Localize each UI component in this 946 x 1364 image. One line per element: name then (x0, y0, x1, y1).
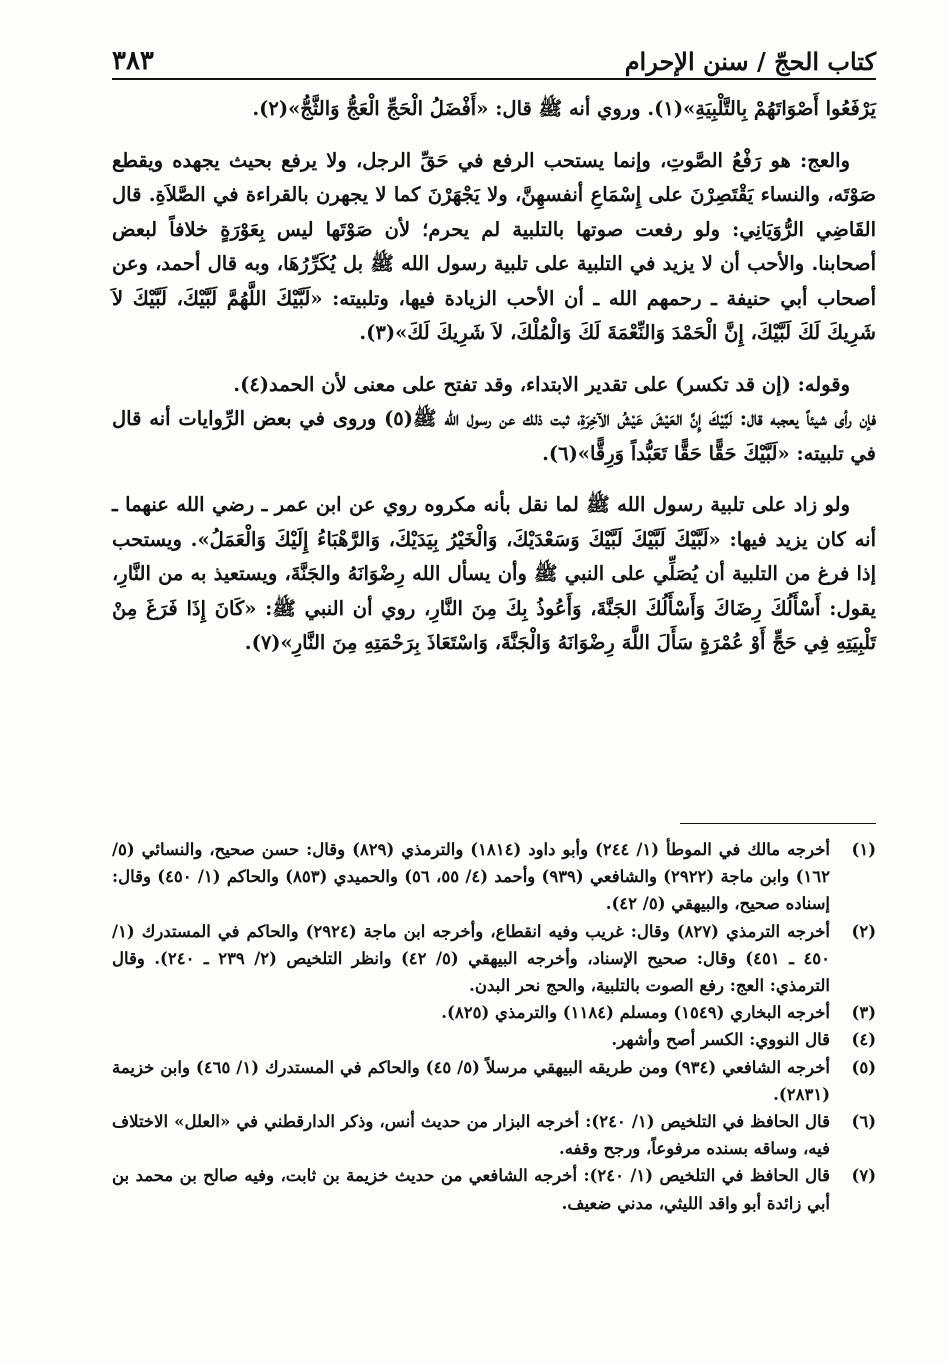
paragraph-1: يَرْفَعُوا أَصْوَاتَهُمْ بِالتَّلْبِيَةِ»(١). وروي أنه ﷺ قال: «أَفْضَلُ الْحَجِّ الْعَجُّ وَالثَّجُّ»(٢). (252, 97, 876, 120)
footnotes (112, 836, 876, 1217)
footnote-5 (112, 1054, 876, 1108)
footnote-6 (112, 1108, 876, 1162)
footnote-number: (٢) (851, 921, 876, 941)
paragraph-3: وقوله: (إن قد تكسر) على تقدير الابتداء، وقد تفتح على معنى لأن الحمد(٤). (233, 372, 850, 396)
footnote-text: قال النووي: الكسر أصح وأشهر. (611, 1030, 830, 1050)
paragraph-2: والعج: هو رَفْعُ الصَّوتِ، وإنما يستحب الرفع في حَقِّ الرجل، ولا يرفع بحيث يجهده ويقطع صَوْتَه، والنساء يَقْتَصِرْنَ على إِسْمَاعِ أنفسهِنَّ، ولا يَجْهَرْنَ كما لا يجهرن بالقراءة في الصَّلاَةِ. قال القَاضِي الرُّوَيَانِي: ولو رفعت صوتها بالتلبية لم يحرم؛ لأن صَوْتَها ليس بِعَوْرَةٍ خلافاً لبعض أصحابنا. والأحب أن لا يزيد في التلبية على تلبية رسول الله ﷺ بل يُكَرِّرُهَا، وبه قال أحمد، وعن أصحاب أبي حنيفة ـ رحمهم الله ـ أن الأحب الزيادة فيها، وتلبيته: «لَبَّيْكَ اللَّهُمَّ لَبَّيْكَ، لَبَّيْكَ لاَ شَرِيكَ لَكَ لَبَّيْكَ، إِنَّ الْحَمْدَ وَالنِّعْمَةَ لَكَ وَالْمُلْكَ، لاَ شَرِيكَ لَكَ»(٣). (112, 148, 876, 344)
footnote-number: (٧) (851, 1166, 876, 1186)
footnote-text: قال الحافظ في التلخيص (١/ ٢٤٠): أخرجه الشافعي من حديث خزيمة بن ثابت، وفيه صالح بن محمد بن أبي زائدة أبو واقد الليثي، مدني ضعيف. (112, 1166, 830, 1213)
footnote-4 (112, 1026, 876, 1053)
footnote-number: (٦) (851, 1112, 876, 1132)
footnote-number: (١) (851, 840, 876, 859)
footnote-2 (112, 918, 876, 1000)
running-title: كتاب الحجّ / سنن الإحرام (624, 47, 876, 76)
footnote-text: قال الحافظ في التلخيص (١/ ٢٤٠): أخرجه البزار من حديث أنس، وذكر الدارقطني في «العلل» الاختلاف فيه، وساقه بسنده مرفوعاً، ورجح وقفه. (112, 1112, 830, 1159)
footnote-number: (٤) (851, 1030, 876, 1050)
footnote-text: أخرجه الترمذي (٨٢٧) وقال: غريب وفيه انقطاع، وأخرجه ابن ماجة (٢٩٢٤) والحاكم في المستدرك (١/ ٤٥٠ ـ ٤٥١) وقال: صحيح الإسناد، وأخرجه البيهقي (٥/ ٤٢) وانظر التلخيص (٢/ ٢٣٩ ـ ٢٤٠). وقال الترمذي: العج: رفع الصوت بالتلبية، والحج نحر البدن. (112, 921, 831, 996)
footnote-3 (112, 999, 876, 1026)
main-text (112, 92, 876, 661)
page-header (112, 36, 876, 76)
footnote-divider (680, 823, 876, 824)
paragraph-4: فإن رأى شيئاً يعجبه قال: لَبَّيْكَ إِنَّ العَيْشَ عَيْشُ الآخِرَةِ، ثبت ذلك عن رسول الله ﷺ(٥) وروى في بعض الرِّوايات أنه قال في تلبيته: «لَبَّيْكَ حَقًّا حَقًّا تَعَبُّداً وَرِقًّا»(٦). (112, 407, 876, 465)
footnote-number: (٣) (851, 1003, 876, 1023)
footnote-7 (112, 1162, 876, 1216)
footnote-1 (112, 836, 876, 918)
footnote-text: أخرجه البخاري (١٥٤٩) ومسلم (١١٨٤) والترمذي (٨٢٥). (441, 1003, 830, 1023)
header-divider (112, 78, 876, 80)
page-number: ٣٨٣ (112, 46, 154, 76)
paragraph-5: ولو زاد على تلبية رسول الله ﷺ لما نقل بأنه مكروه روي عن ابن عمر ـ رضي الله عنهما ـ أنه كان يزيد فيها: «لَبَّيْكَ لَبَّيْكَ لَبَّيْكَ وَسَعْدَيْكَ، وَالْخَيْرُ بِيَدَيْكَ، وَالرَّهْبَاءُ إِلَيْكَ وَالْعَمَلُ». ويستحب إذا فرغ من التلبية أن يُصَلِّي على النبي ﷺ وأن يسأل الله رِضْوَانَهُ والجَنَّةَ، ويستعيذ به من النَّارِ، يقول: أَسْأَلُكَ رِضَاكَ وَأَسْأَلُكَ الجَنَّةَ، وَأَعُوذُ بِكَ مِنَ النَّارِ، روي أن النبي ﷺ: «كَانَ إِذَا فَرَغَ مِنْ تَلْبِيَتِهِ فِي حَجٍّ أَوْ عُمْرَةٍ سَأَلَ اللَّهَ رِضْوَانَهُ وَالْجَنَّةَ، وَاسْتَعَاذَ بِرَحْمَتِهِ مِنَ النَّارِ»(٧). (112, 493, 876, 654)
footnote-text: أخرجه مالك في الموطأ (١/ ٢٤٤) وأبو داود (١٨١٤) والترمذي (٨٢٩) وقال: حسن صحيح، والنسائي (٥/ ١٦٢) وابن ماجة (٢٩٢٢) والشافعي (٩٣٩) وأحمد (٤/ ٥٥، ٥٦) والحميدي (٨٥٣) والحاكم (١/ ٤٥٠) وقال: إسناده صحيح، والبيهقي (٥/ ٤٢). (112, 840, 831, 914)
footnote-text: أخرجه الشافعي (٩٣٤) ومن طريقه البيهقي مرسلاً (٥/ ٤٥) والحاكم في المستدرك (١/ ٤٦٥) وابن خزيمة (٢٨٣١). (112, 1057, 830, 1104)
footnote-number: (٥) (851, 1057, 876, 1077)
